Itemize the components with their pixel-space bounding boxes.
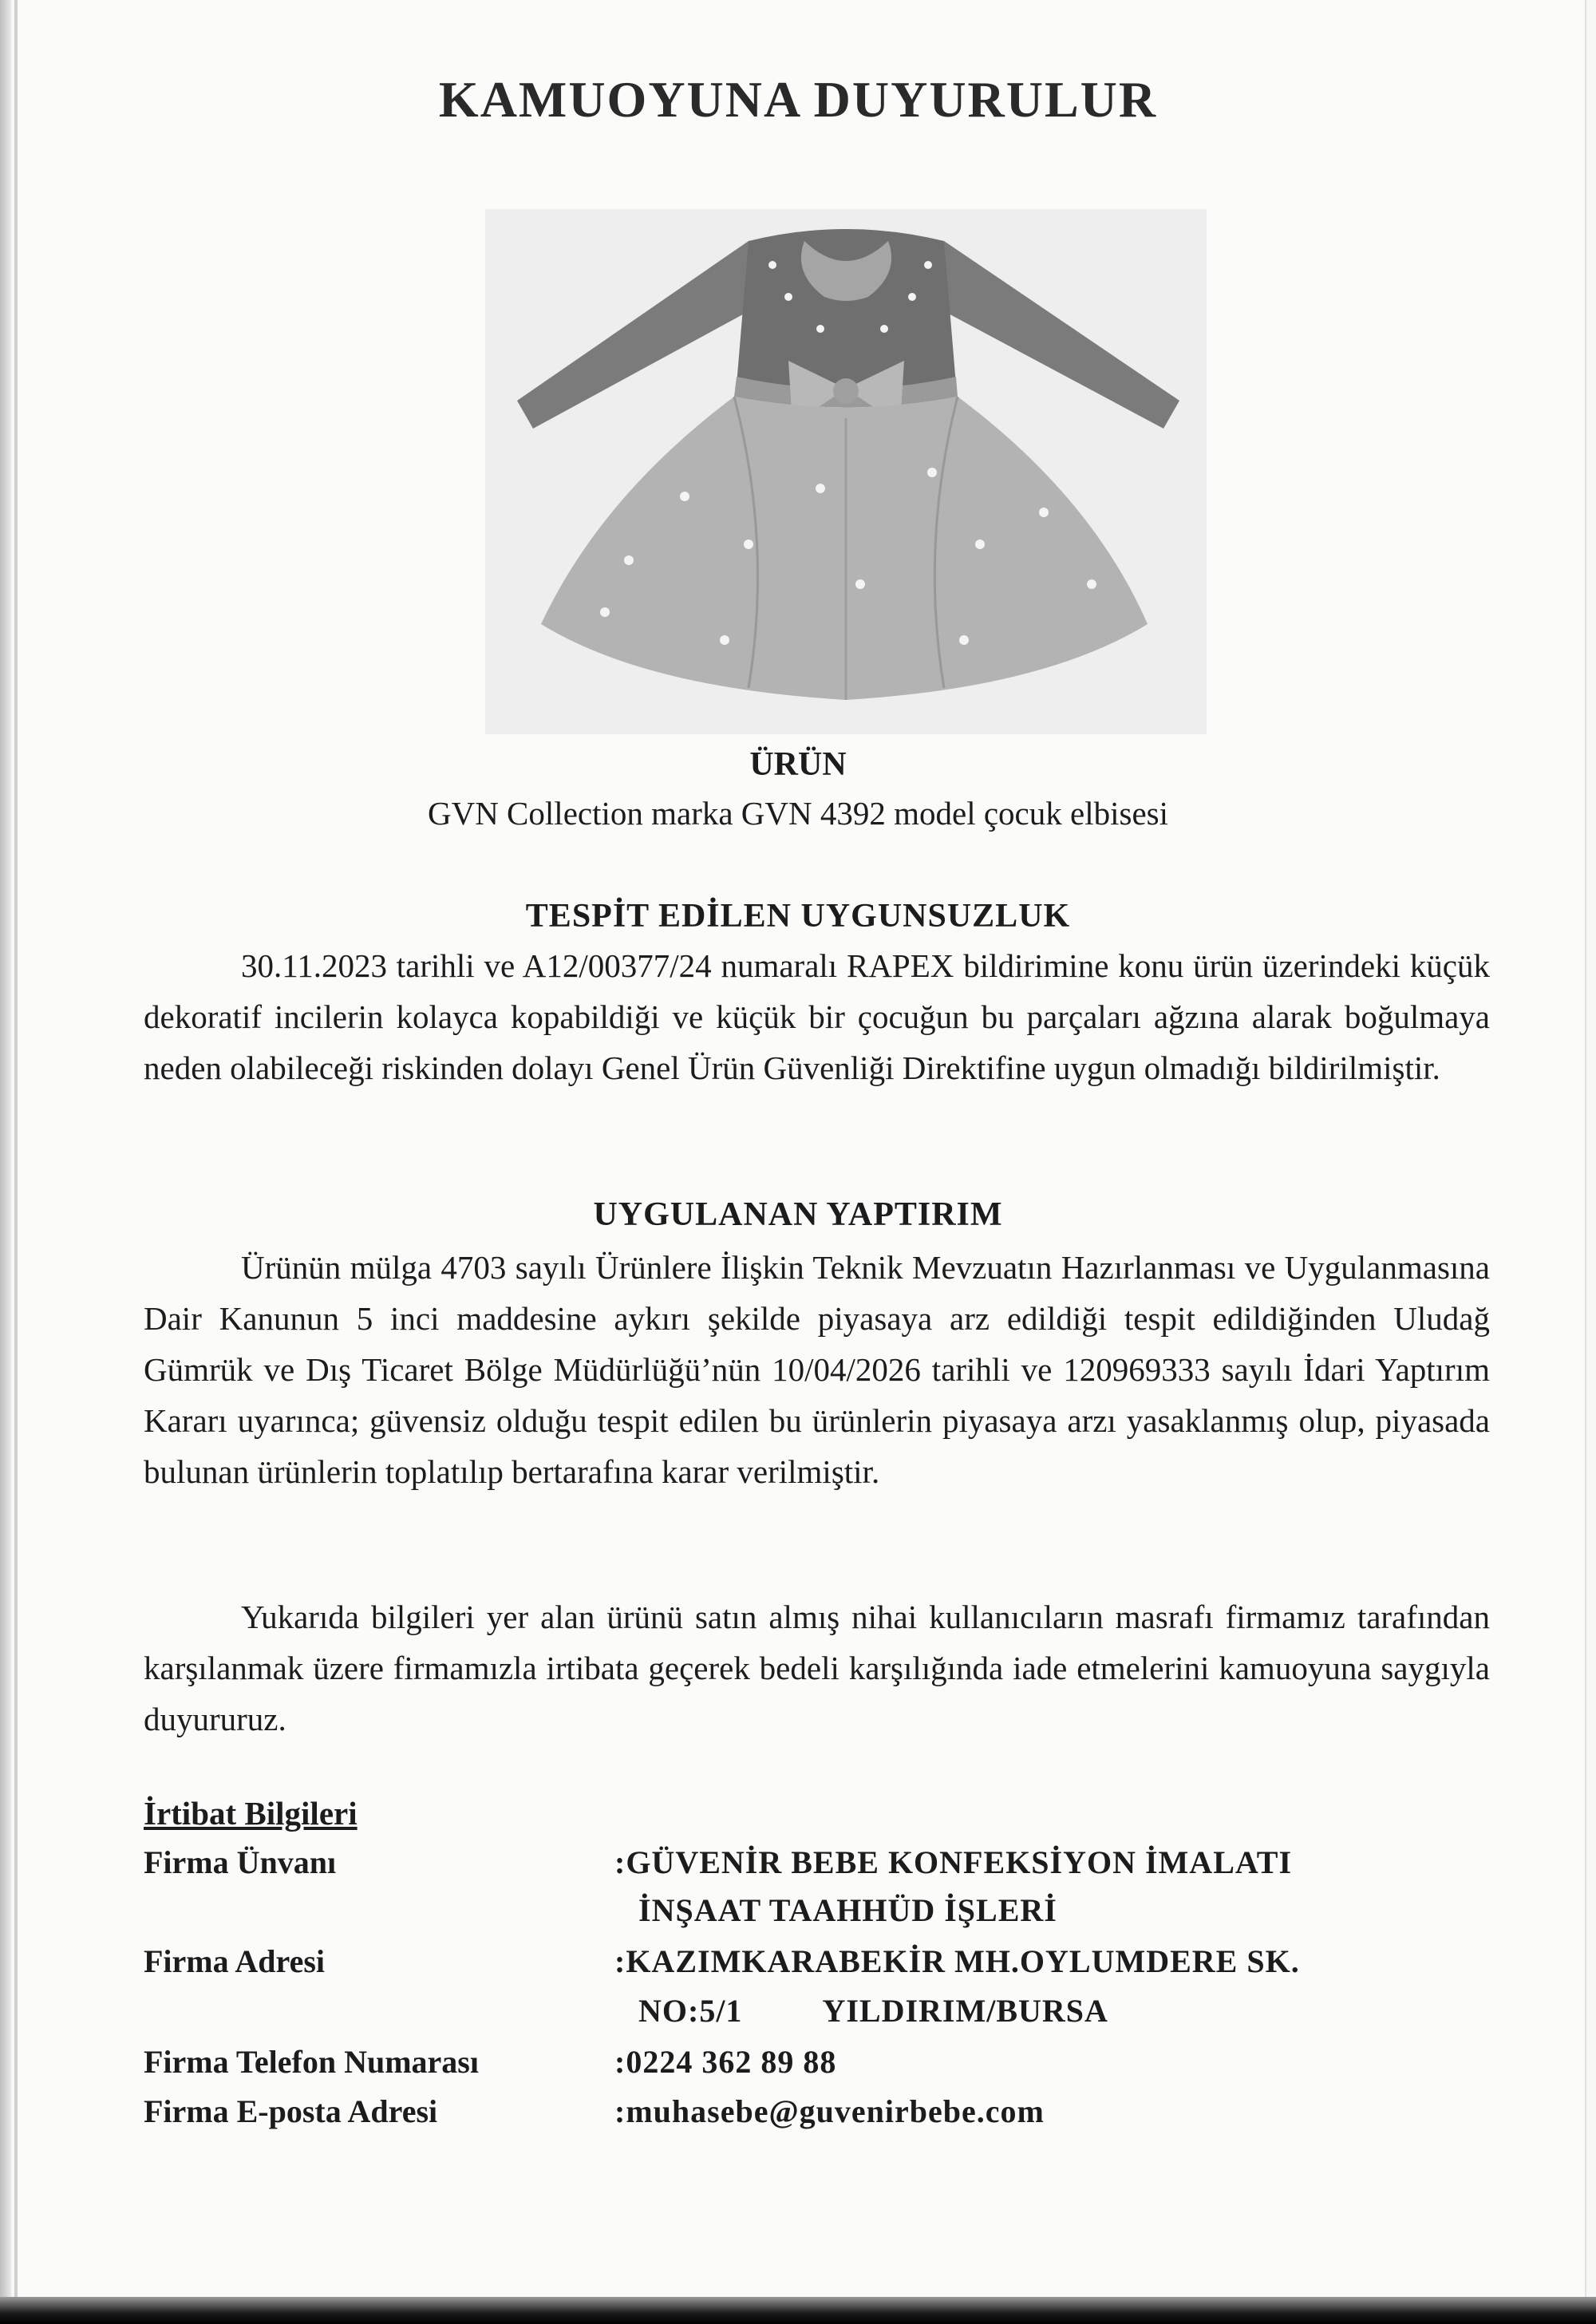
dress-illustration bbox=[485, 209, 1207, 734]
address-number: NO:5/1 bbox=[638, 1993, 743, 2029]
address-city: YILDIRIM/BURSA bbox=[822, 1993, 1108, 2029]
address-line1: :KAZIMKARABEKİR MH.OYLUMDERE SK. bbox=[614, 1943, 1300, 1979]
scan-edge-bottom bbox=[0, 2297, 1596, 2324]
sanction-heading: UYGULANAN YAPTIRIM bbox=[593, 1196, 1003, 1233]
company-name-line2: İNŞAAT TAAHHÜD İŞLERİ bbox=[638, 1892, 1057, 1928]
scan-edge-left bbox=[0, 0, 11, 2324]
page-title: KAMUOYUNA DUYURULUR bbox=[438, 71, 1158, 128]
product-heading: ÜRÜN bbox=[749, 746, 847, 783]
phone-label: Firma Telefon Numarası bbox=[144, 2044, 479, 2080]
address-line2 bbox=[638, 1992, 1108, 2030]
email-label: Firma E-posta Adresi bbox=[144, 2093, 438, 2129]
sanction-paragraph: Ürünün mülga 4703 sayılı Ürünlere İlişkin Teknik Mevzuatın Hazırlanması ve Uygulanmasına Dair Kanunun 5 inci maddesine aykırı şekilde piyasaya arz edildiği tespit edildiğinden Uludağ Gümrük ve Dış Ticaret Bölge Müdürlüğü’nün 10/04/2026 tarihli ve 120969333 sayılı İdari Yaptırım Kararı uyarınca; güvensiz olduğu tespit edilen bu ürünlerin piyasaya arzı yasaklanmış olup, piyasada bulunan ürünlerin toplatılıp bertarafına karar verilmiştir. bbox=[144, 1249, 1490, 1490]
product-photo bbox=[485, 209, 1207, 734]
contact-heading: İrtibat Bilgileri bbox=[144, 1795, 358, 1832]
nonconformity-heading: TESPİT EDİLEN UYGUNSUZLUK bbox=[525, 898, 1071, 935]
phone-value: :0224 362 89 88 bbox=[614, 2044, 837, 2080]
product-description: GVN Collection marka GVN 4392 model çocuk elbisesi bbox=[427, 795, 1168, 832]
nonconformity-paragraph: 30.11.2023 tarihli ve A12/00377/24 numaralı RAPEX bildirimine konu ürün üzerindeki küçük dekoratif incilerin kolayca kopabildiği ve küçük bir çocuğun bu parçaları ağzına alarak boğulmaya neden olabileceği riskinden dolayı Genel Ürün Güvenliği Direktifine uygun olmadığı bildirilmiştir. bbox=[144, 947, 1490, 1086]
company-name-line1: :GÜVENİR BEBE KONFEKSİYON İMALATI bbox=[614, 1844, 1293, 1880]
company-label: Firma Ünvanı bbox=[144, 1844, 337, 1880]
notice-paragraph: Yukarıda bilgileri yer alan ürünü satın almış nihai kullanıcıların masrafı firmamız tarafından karşılanmak üzere firmamızla irtibata geçerek bedeli karşılığında iade etmelerini kamuoyuna saygıyla duyururuz. bbox=[144, 1599, 1490, 1737]
address-label: Firma Adresi bbox=[144, 1943, 326, 1979]
email-value: :muhasebe@guvenirbebe.com bbox=[614, 2093, 1045, 2129]
